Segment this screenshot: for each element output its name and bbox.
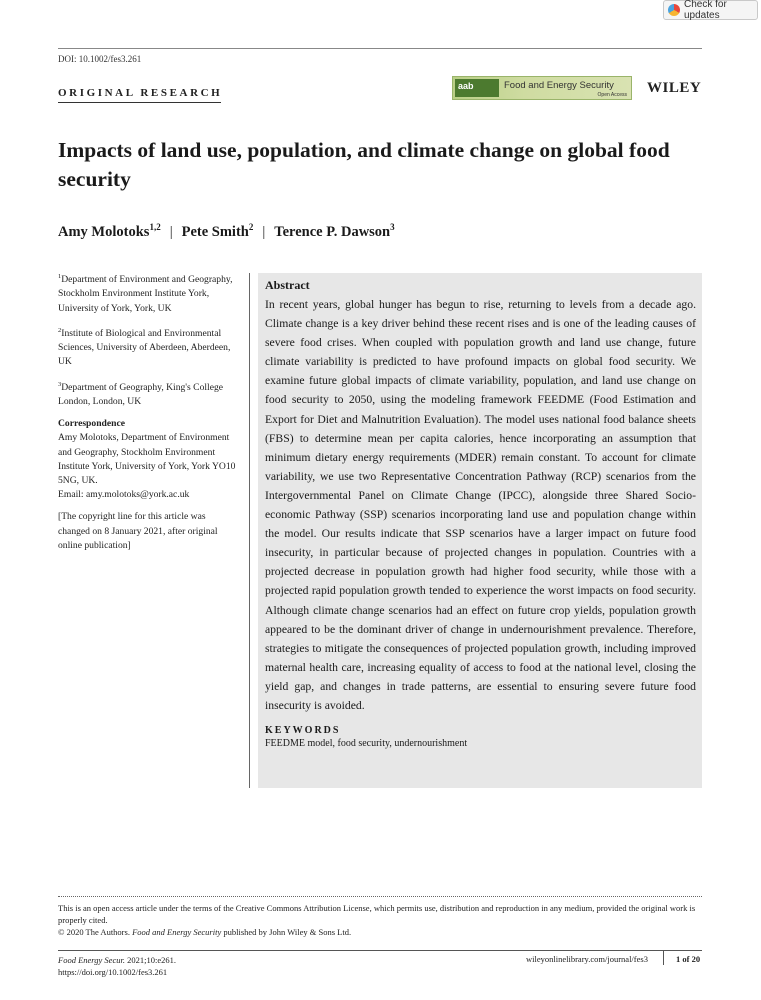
license-rule	[58, 896, 702, 897]
author-separator: |	[169, 223, 173, 240]
article-title: Impacts of land use, population, and climate change on global food security	[58, 138, 670, 191]
aab-logo-icon: aab	[455, 79, 499, 97]
affiliation: $^3$Department of Geography, King's College London, London, UK	[58, 380, 224, 407]
doi-header: DOI: 10.1002/fes3.261	[58, 54, 142, 64]
footer-rule	[58, 950, 702, 951]
journal-banner[interactable]	[452, 76, 632, 100]
abstract-box	[258, 273, 702, 788]
correspondence-heading: Correspondence	[58, 418, 125, 430]
license-text: This is an open access article under the terms of the Creative Commons Attribution License, which permits use, distribution and reproduction in any medium, provided the original work is properly cited.	[58, 903, 696, 925]
open-access-label: Open Access	[597, 92, 627, 98]
author-affiliation-sup: 2	[248, 222, 254, 232]
section-rule	[58, 102, 221, 103]
check-for-updates-badge[interactable]	[663, 0, 758, 20]
journal-name: Food and Energy Security	[504, 80, 614, 91]
correspondence-email[interactable]: Email: amy.molotoks@york.ac.uk	[58, 489, 190, 501]
citation-journal: Food Energy Secur.	[58, 955, 125, 965]
copyright-line: © 2020 The Authors. Food and Energy Security published by John Wiley & Sons Ltd.	[58, 927, 352, 937]
page-number: 1 of 20	[676, 954, 701, 964]
author-affiliation-sup: 1,2	[149, 222, 161, 232]
author-affiliation-sup: 3	[390, 222, 395, 232]
author-separator: |	[262, 223, 266, 240]
license-block	[58, 902, 702, 938]
footer-citation	[58, 954, 176, 978]
author-list	[58, 222, 395, 241]
correspondence-text: Amy Molotoks, Department of Environment and Geography, Stockholm Environment Institute York, University of York, York YO10 5NG, UK.	[58, 432, 236, 486]
keywords-heading: KEYWORDS	[265, 725, 341, 737]
author-name: Amy Molotoks	[58, 223, 150, 240]
citation-volume: 2021;10:e261.	[124, 955, 176, 965]
footer-doi-link[interactable]: https://doi.org/10.1002/fes3.261	[58, 967, 168, 977]
abstract-body: In recent years, global hunger has begun to rise, returning to levels from a decade ago. Climate change is a key driver behind these recent rises and is one of the leading causes of severe food crises. When coupled with population growth and land use change, future climate variability is predicted to have profound impacts on global food security. We examine future global impacts of climate variability, population, and land use change on food security to 2050, using the modeling framework FEEDME (Food Estimation and Export for Diet and Malnutrition Evaluation). The model uses national food balance sheets (FBS) to determine mean per capita calories, hence incorporating an assumption that minimum dietary energy requirements (MDER) remain constant. To account for climate variability, we use two Representative Concentration Pathway (RCP) scenarios from the Intergovernmental Panel on Climate Change (IPCC), alongside three Shared Socio-economic Pathway (SSP) scenarios incorporating land use and population change within the model. Our results indicate that SSP scenarios have a larger impact on future food insecurity, in particular because of projected changes in population. Countries with a projected decrease in population growth had higher food security, while those with a projected rapid population growth tended to experience the worst impacts on food security. Although climate change scenarios had an effect on future crop yields, population growth appeared to be the dominant driver of change in undernourishment prevalence. Therefore, strategies to mitigate the consequences of projected population growth, including improved maternal health care, increasing equality of access to food at the national level, closing the yield gap, and changes in trade patterns, are essential to ensuring severe future food insecurity is avoided.	[265, 298, 696, 712]
affiliation: $^1$Department of Environment and Geography, Stockholm Environment Institute York, University of York, York, UK	[58, 273, 233, 314]
abstract-heading: Abstract	[265, 278, 310, 292]
check-for-updates-label: Check for updates	[684, 0, 727, 21]
crossmark-icon	[668, 4, 680, 16]
footer-divider	[663, 951, 664, 965]
top-rule	[58, 48, 702, 49]
journal-site-link[interactable]: wileyonlinelibrary.com/journal/fes3	[526, 954, 648, 964]
section-label: ORIGINAL RESEARCH	[58, 87, 223, 99]
keywords-list: FEEDME model, food security, undernourishment	[265, 738, 468, 750]
publisher-logo: WILEY	[647, 80, 702, 96]
author-name: Terence P. Dawson	[274, 223, 391, 240]
column-divider	[249, 273, 250, 788]
author-name: Pete Smith	[181, 223, 249, 240]
affiliations-column	[58, 270, 238, 561]
copyright-note: [The copyright line for this article was changed on 8 January 2021, after original online publication]	[58, 511, 218, 551]
affiliation: $^2$Institute of Biological and Environmental Sciences, University of Aberdeen, Aberdeen, UK	[58, 326, 231, 368]
